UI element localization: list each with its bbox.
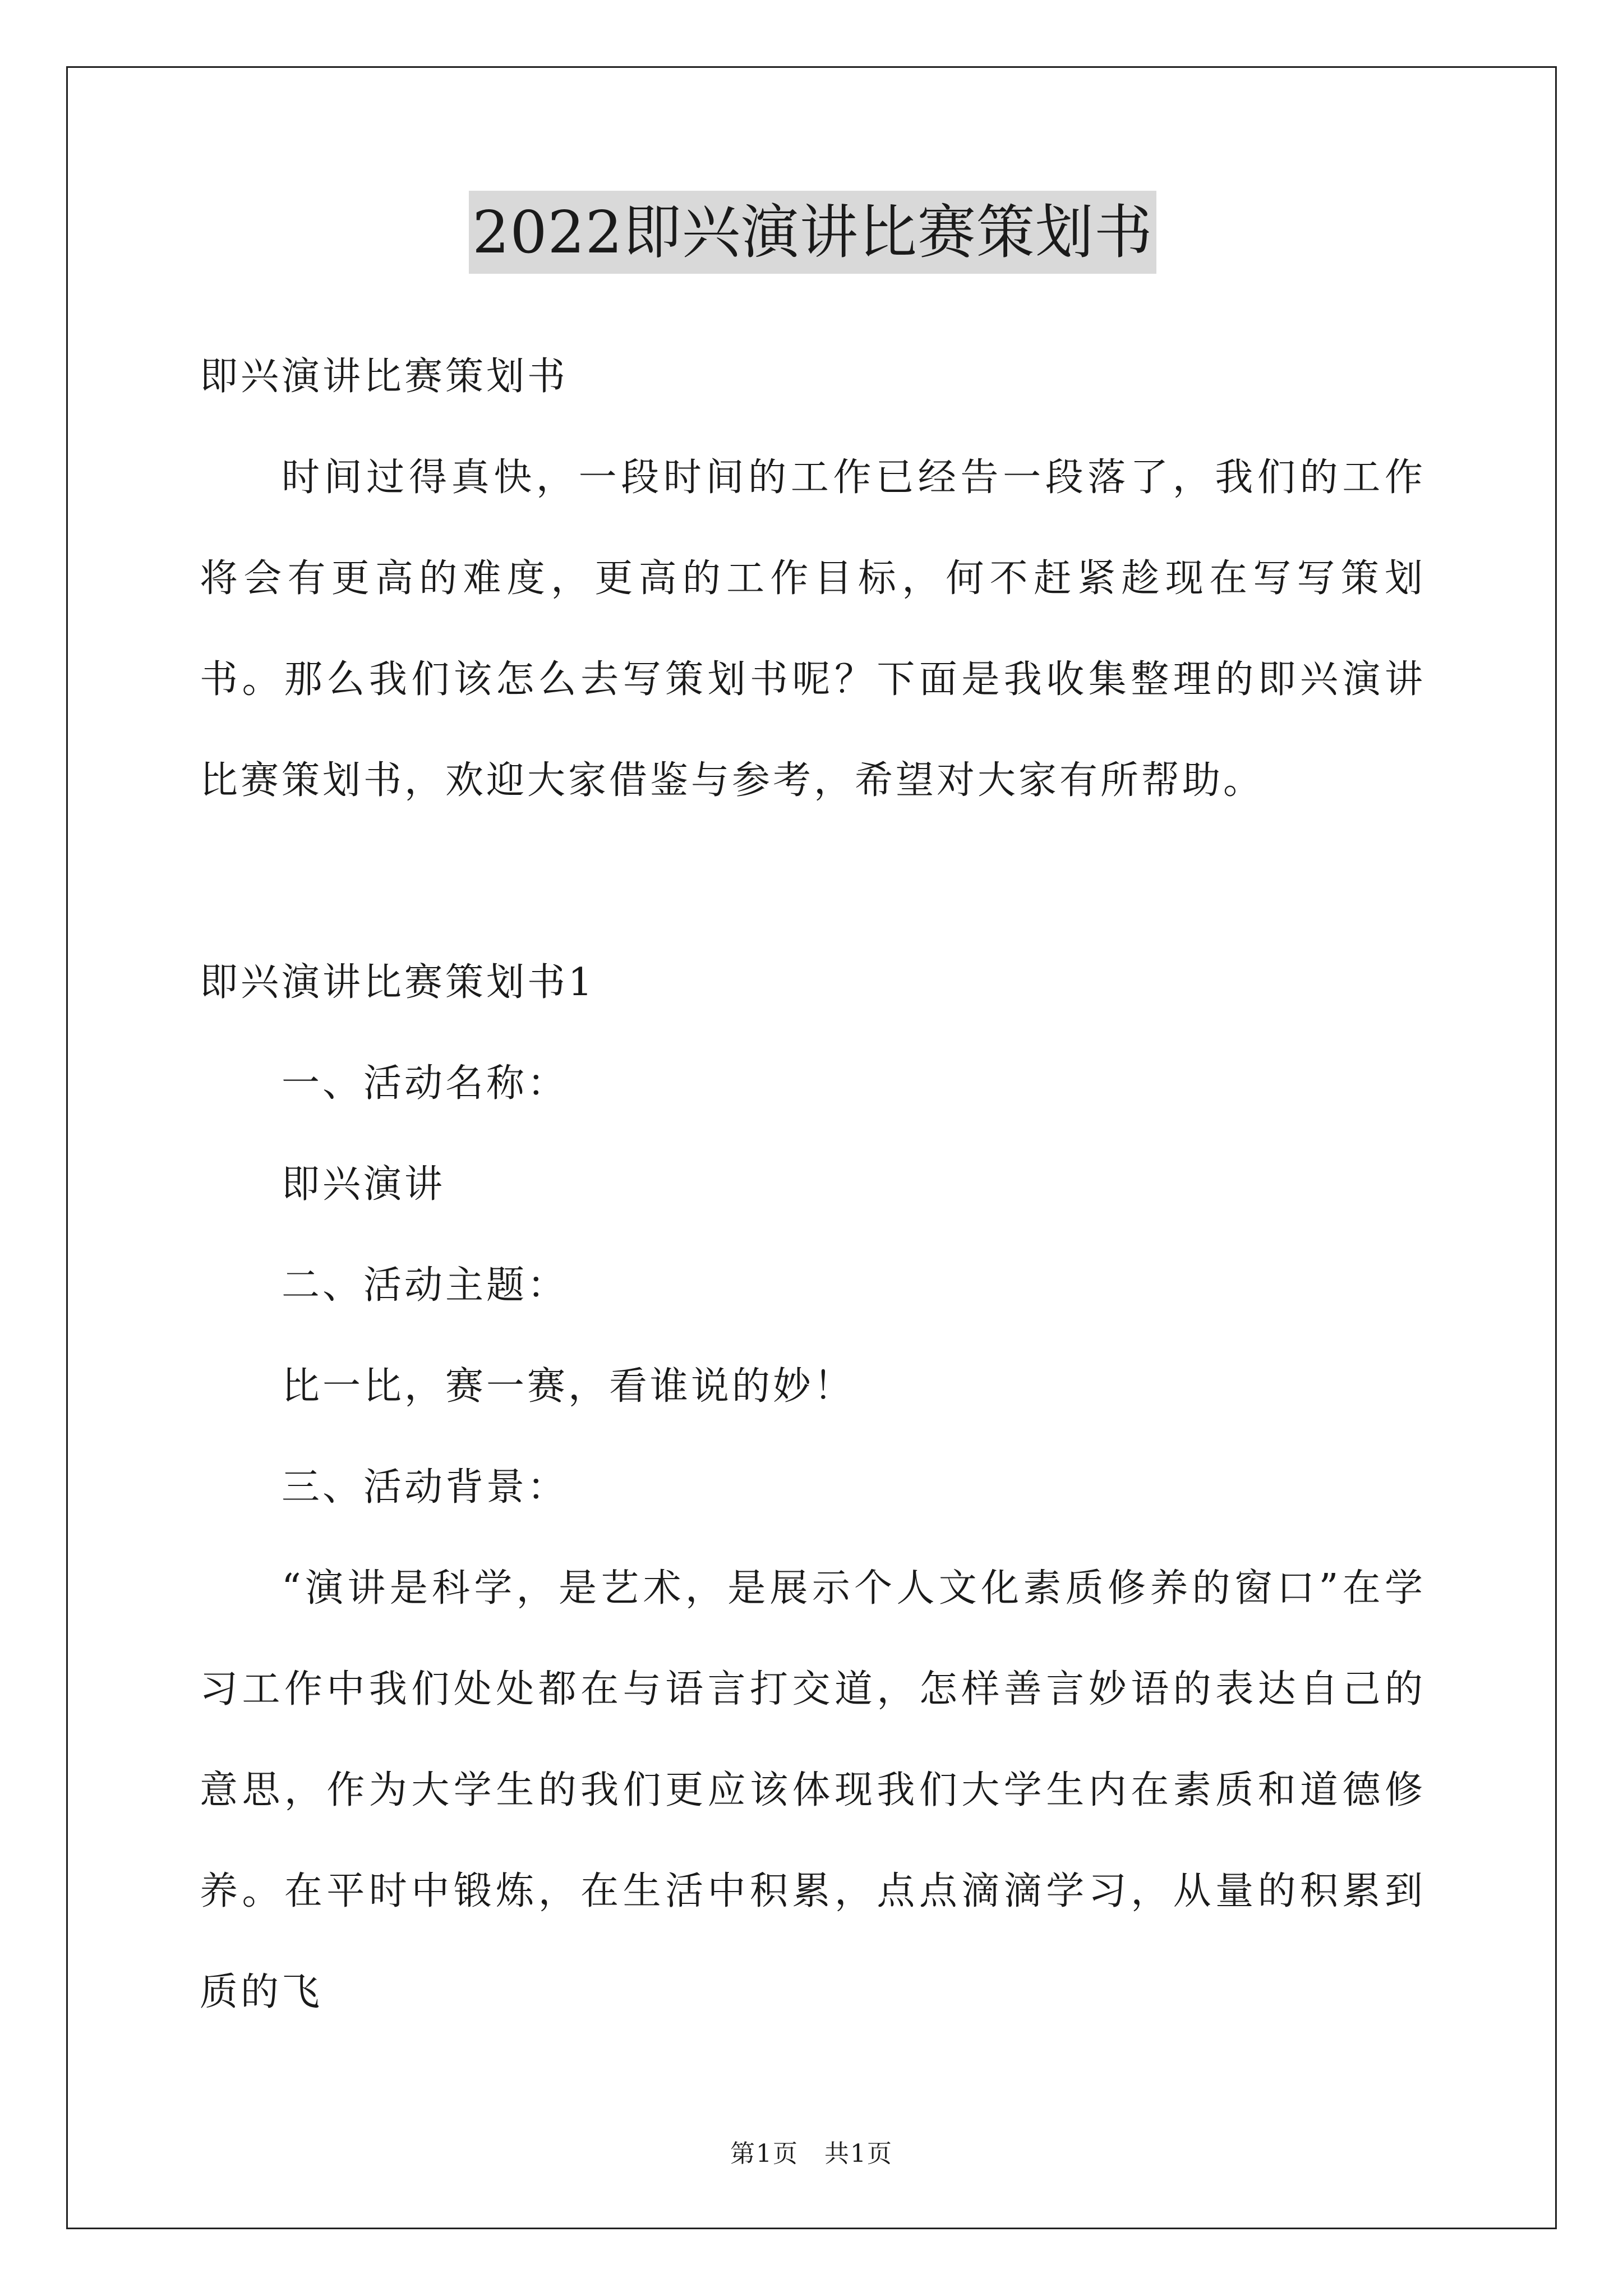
- document-subtitle: 即兴演讲比赛策划书: [200, 355, 569, 399]
- document-title: 2022即兴演讲比赛策划书: [469, 191, 1156, 274]
- background-paragraph: “演讲是科学，是艺术，是展示个人文化素质修养的窗口”在学习工作中我们处处都在与语言打交道，怎样善言妙语的表达自己的意思，作为大学生的我们更应该体现我们大学生内在素质和道德修养。在平时中锻炼，在生活中积累，点点滴滴学习，从量的积累到质的飞: [200, 1566, 1426, 2014]
- page-footer: 第1页 共1页: [730, 2139, 893, 2168]
- item-activity-name-heading: 一、活动名称：: [282, 1061, 569, 1106]
- document-body: [200, 191, 1426, 2043]
- item-activity-name-value: 即兴演讲: [282, 1162, 446, 1207]
- item-activity-background-heading: 三、活动背景：: [282, 1465, 569, 1510]
- intro-paragraph: 时间过得真快，一段时间的工作已经告一段落了，我们的工作将会有更高的难度，更高的工作目标，何不赶紧趁现在写写策划书。那么我们该怎么去写策划书呢？下面是我收集整理的即兴演讲比赛策划书，欢迎大家借鉴与参考，希望对大家有所帮助。: [200, 455, 1426, 803]
- section-heading: 即兴演讲比赛策划书1: [200, 960, 596, 1005]
- item-activity-theme-heading: 二、活动主题：: [282, 1263, 569, 1308]
- item-activity-theme-value: 比一比，赛一赛，看谁说的妙！: [282, 1364, 855, 1409]
- title-container: [200, 191, 1426, 274]
